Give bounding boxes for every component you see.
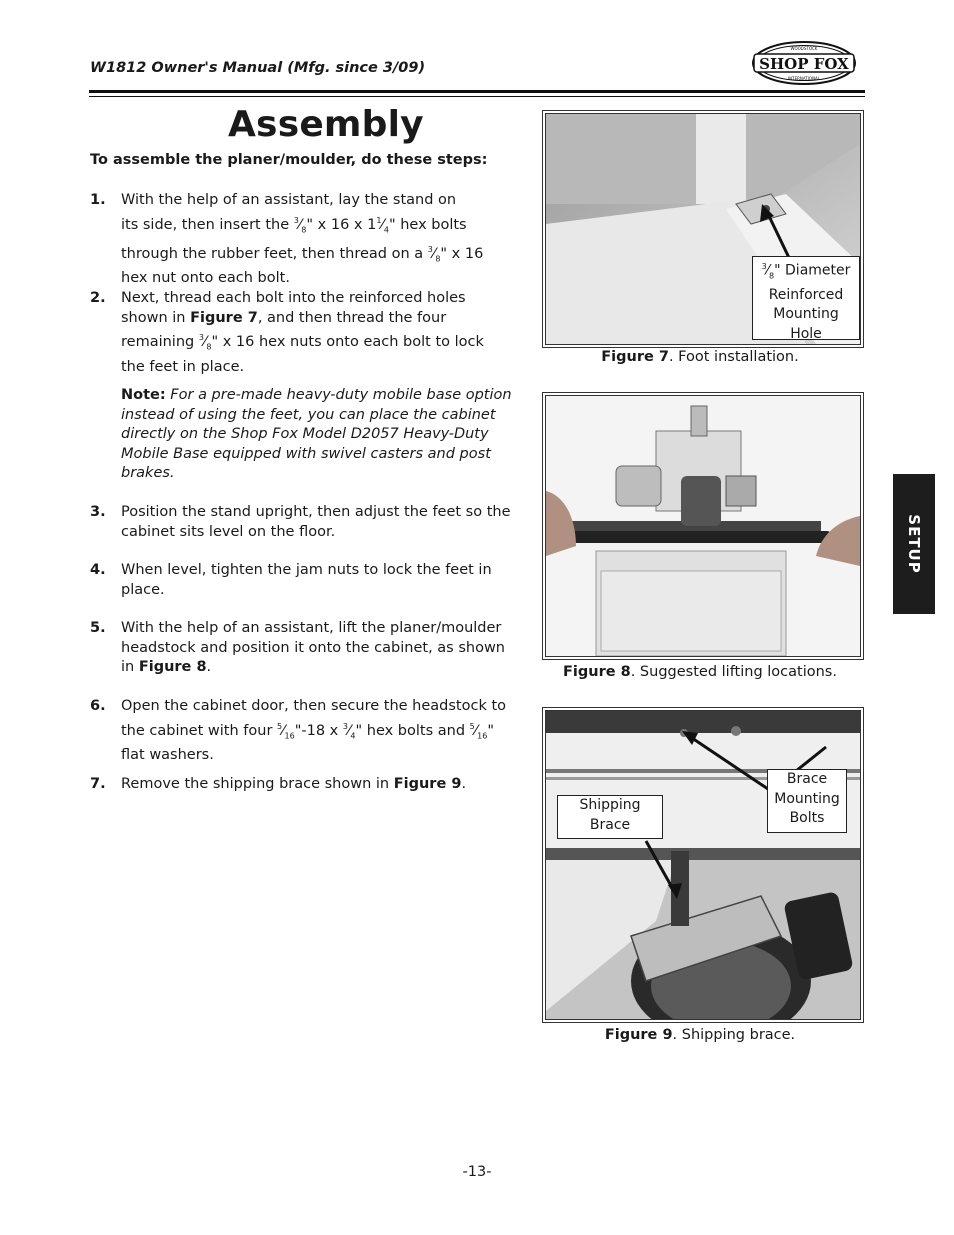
figure-9-ref[interactable]: Figure 9 xyxy=(393,776,462,792)
figure-9-callout-shipping-brace: Shipping Brace xyxy=(557,795,663,839)
figure-8 xyxy=(542,392,864,660)
figure-7 xyxy=(542,110,864,348)
step-number: 2. xyxy=(90,290,106,306)
step-4 xyxy=(90,561,520,601)
figure-7-callout: $^3⁄_8$" Diameter Reinforced Mounting Hole xyxy=(752,256,860,340)
step-number: 4. xyxy=(90,562,106,578)
figure-8-photo xyxy=(545,395,861,657)
figure-9-callout-mounting-bolts: Brace Mounting Bolts xyxy=(767,769,847,833)
step-text: When level, tighten the jam nuts to lock the feet in place. xyxy=(121,562,492,598)
step-7 xyxy=(90,775,520,797)
figure-7-caption: Figure 7. Foot installation. xyxy=(601,349,799,365)
svg-text:SHOP FOX: SHOP FOX xyxy=(759,55,849,73)
figure-9 xyxy=(542,707,864,1023)
intro-text: To assemble the planer/moulder, do these steps: xyxy=(90,152,488,168)
step-text: Open the cabinet door, then secure the headstock to the cabinet with four $^5⁄_{16}"-18$ x $^3⁄_4$" hex bolts and $^5⁄_{16}$" flat washers. xyxy=(121,698,507,763)
step-number: 5. xyxy=(90,620,106,636)
figure-8-ref[interactable]: Figure 8 xyxy=(138,659,207,676)
figure-9-caption: Figure 9. Shipping brace. xyxy=(604,1027,796,1043)
figure-7-ref[interactable]: Figure 7 xyxy=(190,309,258,326)
svg-text:WOODSTOCK: WOODSTOCK xyxy=(790,46,818,51)
note-label: Note: xyxy=(121,387,166,403)
step-text: Remove the shipping brace shown in Figure 9. xyxy=(121,776,467,792)
figure-8-caption: Figure 8. Suggested lifting locations. xyxy=(563,664,837,680)
step-number: 6. xyxy=(90,698,106,714)
note-text: For a pre-made heavy-duty mobile base option instead of using the feet, you can place the cabinet directly on the Shop Fox Model D2057 Heavy-Duty Mobile Base equipped with swivel casters and post brakes. xyxy=(121,387,512,482)
svg-text:INTERNATIONAL: INTERNATIONAL xyxy=(787,76,821,81)
header-rule xyxy=(89,90,865,93)
step-number: 3. xyxy=(90,504,106,520)
step-1 xyxy=(90,191,520,287)
step-text: Position the stand upright, then adjust the feet so the cabinet sits level on the floor. xyxy=(121,504,511,540)
note-block xyxy=(121,386,521,484)
step-3 xyxy=(90,503,520,543)
step-text: With the help of an assistant, lift the planer/moulder headstock and position it onto the cabinet, as shown in Figure 8. xyxy=(121,620,505,676)
step-6 xyxy=(90,697,520,763)
step-number: 7. xyxy=(90,776,106,792)
manual-header-title: W1812 Owner's Manual (Mfg. since 3/09) xyxy=(90,60,426,76)
step-text: With the help of an assistant, lay the stand on its side, then insert the $^3⁄_8$" x 16 x $1^1⁄_4$" hex bolts through the rubber feet, then thread on a $^3⁄_8$" x 16 hex nut onto each bolt. xyxy=(121,192,484,287)
section-tab-label: SETUP xyxy=(905,514,923,574)
page-title: Assembly xyxy=(228,104,424,145)
section-tab-setup[interactable] xyxy=(893,474,935,614)
step-number: 1. xyxy=(90,192,106,208)
header-rule-thin xyxy=(89,96,865,97)
shop-fox-logo xyxy=(752,40,856,86)
figure-7-photo xyxy=(545,113,861,345)
page-number: -13- xyxy=(462,1164,492,1180)
step-2 xyxy=(90,289,520,375)
step-5 xyxy=(90,619,520,679)
step-text: Next, thread each bolt into the reinforced holes shown in Figure 7, and then thread the four remaining $^3⁄_8$" x 16 hex nuts onto each bolt to lock the feet in place. xyxy=(121,290,484,375)
figure-9-photo xyxy=(545,710,861,1020)
